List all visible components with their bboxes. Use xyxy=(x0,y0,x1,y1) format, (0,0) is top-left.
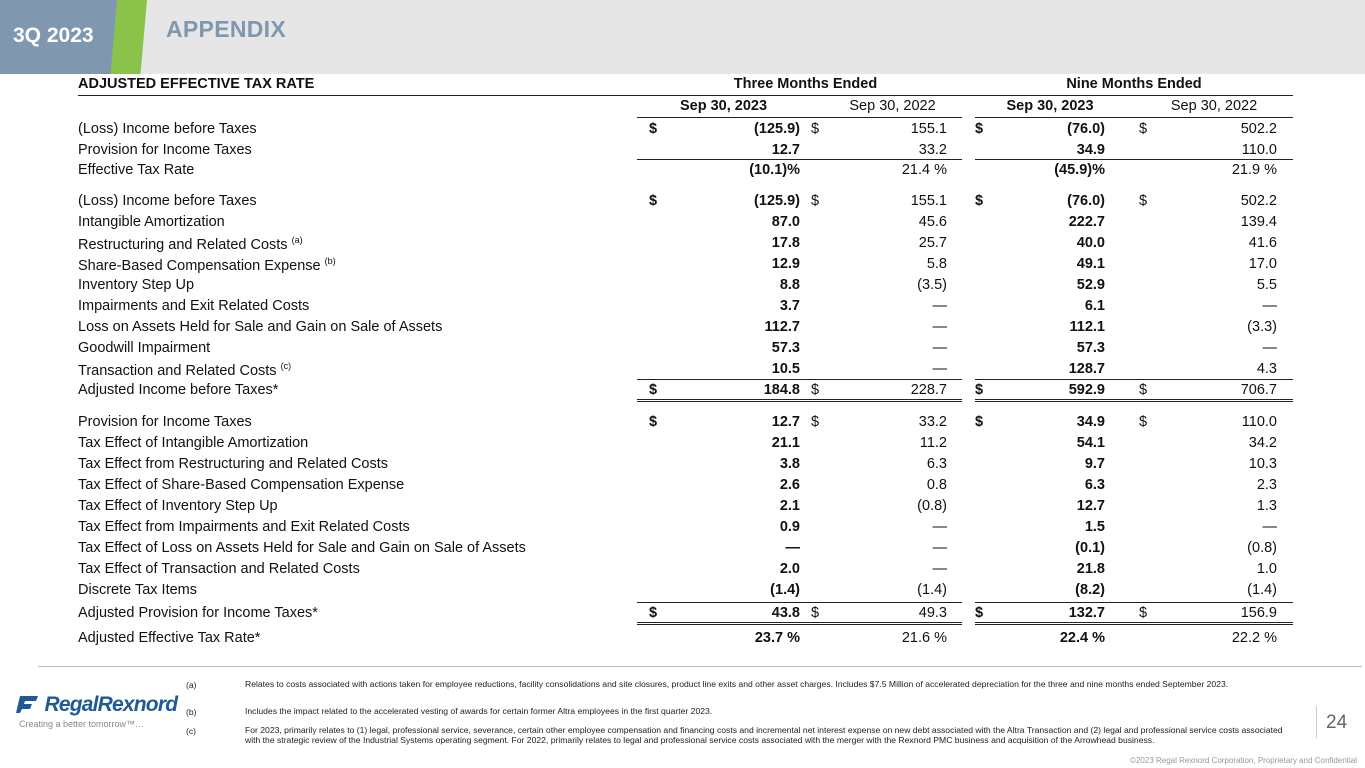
cell-value: — xyxy=(932,561,947,577)
cell-value: 22.4 % xyxy=(1059,630,1105,646)
cell-value: 184.8 xyxy=(763,382,800,398)
currency-symbol: $ xyxy=(975,605,984,621)
group-three-months: Three Months Ended xyxy=(733,76,878,92)
table-row xyxy=(78,380,1293,401)
row-label: Provision for Income Taxes xyxy=(78,142,252,158)
cell-value: 1.5 xyxy=(1084,519,1105,535)
footnote-key: (a) xyxy=(186,680,197,690)
row-label: Effective Tax Rate xyxy=(78,162,195,178)
row-label: Transaction and Related Costs $^{(c)}$ xyxy=(78,361,292,379)
currency-symbol: $ xyxy=(649,414,658,430)
row-label: Adjusted Income before Taxes* xyxy=(78,382,279,398)
currency-symbol: $ xyxy=(1139,414,1148,430)
table-row xyxy=(78,559,1293,580)
col-header-9m-2023: Sep 30, 2023 xyxy=(1006,98,1094,114)
table-row xyxy=(78,296,1293,317)
currency-symbol: $ xyxy=(811,605,820,621)
cell-value: 0.9 xyxy=(779,519,800,535)
currency-symbol: $ xyxy=(975,121,984,137)
brand-name: RegalRexnord xyxy=(44,693,178,716)
cell-value: 52.9 xyxy=(1076,277,1105,293)
cell-value: — xyxy=(1262,340,1277,356)
cell-value: (125.9) xyxy=(754,121,800,137)
cell-value: 6.3 xyxy=(926,456,947,472)
cell-value: 43.8 xyxy=(771,605,800,621)
cell-value: 11.2 xyxy=(919,435,947,451)
table-row xyxy=(78,517,1293,538)
currency-symbol: $ xyxy=(811,414,820,430)
cell-value: 5.8 xyxy=(926,256,947,272)
row-label: Tax Effect of Share-Based Compensation Expense xyxy=(78,477,405,493)
cell-value: 40.0 xyxy=(1076,235,1105,251)
table-title: ADJUSTED EFFECTIVE TAX RATE xyxy=(78,76,315,92)
cell-value: — xyxy=(932,340,947,356)
row-label: Goodwill Impairment xyxy=(78,340,211,356)
cell-value: 10.5 xyxy=(771,361,800,377)
row-label: Tax Effect of Intangible Amortization xyxy=(78,435,309,451)
cell-value: — xyxy=(1262,298,1277,314)
currency-symbol: $ xyxy=(649,382,658,398)
currency-symbol: $ xyxy=(975,414,984,430)
cell-value: 49.3 xyxy=(918,605,947,621)
cell-value: 21.4 % xyxy=(901,162,947,178)
cell-value: 128.7 xyxy=(1068,361,1105,377)
cell-value: 54.1 xyxy=(1076,435,1105,451)
table-row xyxy=(78,233,1293,254)
cell-value: 132.7 xyxy=(1068,605,1105,621)
currency-symbol: $ xyxy=(1139,121,1148,137)
cell-value: 23.7 % xyxy=(754,630,800,646)
currency-symbol: $ xyxy=(1139,382,1148,398)
currency-symbol: $ xyxy=(975,193,984,209)
cell-value: 21.1 xyxy=(771,435,800,451)
cell-value: 34.9 xyxy=(1076,142,1105,158)
cell-value: 9.7 xyxy=(1084,456,1105,472)
cell-value: 2.6 xyxy=(779,477,800,493)
table-row xyxy=(78,254,1293,275)
footnote-key: (c) xyxy=(186,726,197,736)
table-row xyxy=(78,212,1293,233)
page-title: APPENDIX xyxy=(166,16,286,42)
cell-value: 156.9 xyxy=(1240,605,1277,621)
cell-value: 3.8 xyxy=(779,456,800,472)
cell-value: 17.8 xyxy=(771,235,800,251)
cell-value: (3.5) xyxy=(917,277,947,293)
cell-value: 17.0 xyxy=(1248,256,1277,272)
cell-value: — xyxy=(932,298,947,314)
cell-value: (1.4) xyxy=(917,582,947,598)
cell-value: 706.7 xyxy=(1240,382,1277,398)
cell-value: 3.7 xyxy=(779,298,800,314)
cell-value: (10.1)% xyxy=(749,162,800,178)
row-label: Tax Effect from Restructuring and Related Costs xyxy=(78,456,389,472)
row-label: (Loss) Income before Taxes xyxy=(78,121,257,137)
currency-symbol: $ xyxy=(811,382,820,398)
cell-value: 222.7 xyxy=(1068,214,1105,230)
cell-value: 8.8 xyxy=(779,277,800,293)
col-header-9m-2022: Sep 30, 2022 xyxy=(1170,98,1258,114)
cell-value: (1.4) xyxy=(770,582,800,598)
cell-value: 34.2 xyxy=(1248,435,1277,451)
cell-value: 155.1 xyxy=(910,121,947,137)
cell-value: 12.9 xyxy=(771,256,800,272)
cell-value: 21.8 xyxy=(1076,561,1105,577)
cell-value: 112.7 xyxy=(764,319,800,335)
group-nine-months: Nine Months Ended xyxy=(1066,76,1202,92)
row-label: Provision for Income Taxes xyxy=(78,414,252,430)
cell-value: 12.7 xyxy=(771,142,800,158)
cell-value: 12.7 xyxy=(771,414,800,430)
table-row xyxy=(78,338,1293,359)
table-row xyxy=(78,433,1293,454)
cell-value: 45.6 xyxy=(918,214,947,230)
row-label: Loss on Assets Held for Sale and Gain on Sale of Assets xyxy=(78,319,443,335)
currency-symbol: $ xyxy=(811,121,820,137)
cell-value: 57.3 xyxy=(771,340,800,356)
cell-value: 34.9 xyxy=(1076,414,1105,430)
cell-value: 25.7 xyxy=(918,235,947,251)
quarter-badge: 3Q 2023 xyxy=(0,0,123,74)
tagline: Creating a better tomorrow™… xyxy=(19,719,145,729)
cell-value: 6.1 xyxy=(1084,298,1105,314)
row-label: Adjusted Effective Tax Rate* xyxy=(78,630,261,646)
cell-value: (3.3) xyxy=(1247,319,1277,335)
row-label: Tax Effect of Inventory Step Up xyxy=(78,498,278,514)
logo-mark-icon xyxy=(16,694,40,714)
page-number: 24 xyxy=(1326,712,1348,733)
table-row xyxy=(78,160,1293,181)
table-row xyxy=(78,628,1293,649)
cell-value: 502.2 xyxy=(1240,121,1277,137)
cell-value: 5.5 xyxy=(1256,277,1277,293)
row-label: (Loss) Income before Taxes xyxy=(78,193,257,209)
cell-value: 12.7 xyxy=(1076,498,1105,514)
cell-value: 155.1 xyxy=(910,193,947,209)
cell-value: — xyxy=(785,540,800,556)
cell-value: 87.0 xyxy=(771,214,800,230)
cell-value: (76.0) xyxy=(1067,121,1105,137)
cell-value: 228.7 xyxy=(910,382,947,398)
cell-value: — xyxy=(932,361,947,377)
footnote-key: (b) xyxy=(186,707,197,717)
row-label: Discrete Tax Items xyxy=(78,582,197,598)
copyright: ©2023 Regal Rexnord Corporation, Proprietary and Confidential xyxy=(1130,756,1357,765)
currency-symbol: $ xyxy=(649,605,658,621)
footnote-text: For 2023, primarily relates to (1) legal, professional service, severance, certain other employee compensation and financing costs and incremental net interest expense on new debt associated with the Altra Transaction and (2) legal and professional service costs associated with the strategic review of the Industrial Systems operating segment. For 2022, primarily relates to legal and professional service costs associated with the merger with the Rexnord PMC business and acquisition of the Arrowhead business. xyxy=(245,725,1283,745)
row-label: Intangible Amortization xyxy=(78,214,225,230)
cell-value: 49.1 xyxy=(1076,256,1105,272)
row-label: Restructuring and Related Costs $^{(a)}$ xyxy=(78,235,303,253)
cell-value: 0.8 xyxy=(926,477,947,493)
cell-value: (45.9)% xyxy=(1054,162,1105,178)
cell-value: 1.0 xyxy=(1256,561,1277,577)
cell-value: 4.3 xyxy=(1256,361,1277,377)
cell-value: — xyxy=(1262,519,1277,535)
footnote-text: Includes the impact related to the accelerated vesting of awards for certain former Altra employees in the first quarter 2023. xyxy=(245,706,713,716)
table-row xyxy=(78,412,1293,433)
col-header-3m-2023: Sep 30, 2023 xyxy=(679,98,768,114)
table-row xyxy=(78,140,1293,161)
footnote-text: Relates to costs associated with actions taken for employee reductions, facility consolidations and site closures, product line exits and other asset charges. Includes $7.5 Million of accelerated depreciation for the three and nine months ended September 2023. xyxy=(245,679,1229,689)
table-row xyxy=(78,275,1293,296)
cell-value: 10.3 xyxy=(1248,456,1277,472)
table-row xyxy=(78,496,1293,517)
table-row xyxy=(78,580,1293,601)
table-row xyxy=(78,538,1293,559)
cell-value: (76.0) xyxy=(1067,193,1105,209)
cell-value: 110.0 xyxy=(1241,142,1277,158)
cell-value: (8.2) xyxy=(1075,582,1105,598)
currency-symbol: $ xyxy=(811,193,820,209)
cell-value: (0.1) xyxy=(1075,540,1105,556)
cell-value: (1.4) xyxy=(1247,582,1277,598)
cell-value: 41.6 xyxy=(1248,235,1277,251)
cell-value: 21.6 % xyxy=(901,630,947,646)
cell-value: 33.2 xyxy=(918,142,947,158)
cell-value: 502.2 xyxy=(1240,193,1277,209)
cell-value: 110.0 xyxy=(1241,414,1277,430)
cell-value: 592.9 xyxy=(1068,382,1105,398)
row-label: Tax Effect of Loss on Assets Held for Sale and Gain on Sale of Assets xyxy=(78,540,526,556)
row-label: Tax Effect from Impairments and Exit Related Costs xyxy=(78,519,410,535)
cell-value: 1.3 xyxy=(1256,498,1277,514)
cell-value: — xyxy=(932,519,947,535)
cell-value: 112.1 xyxy=(1069,319,1105,335)
page-number-divider xyxy=(1316,706,1317,738)
row-label: Adjusted Provision for Income Taxes* xyxy=(78,605,318,621)
cell-value: 21.9 % xyxy=(1231,162,1277,178)
row-label: Share-Based Compensation Expense $^{(b)}$ xyxy=(78,256,336,274)
currency-symbol: $ xyxy=(975,382,984,398)
table-row xyxy=(78,119,1293,140)
cell-value: 33.2 xyxy=(918,414,947,430)
table-row xyxy=(78,317,1293,338)
cell-value: 2.3 xyxy=(1256,477,1277,493)
row-label: Impairments and Exit Related Costs xyxy=(78,298,310,314)
cell-value: 139.4 xyxy=(1240,214,1277,230)
col-header-3m-2022: Sep 30, 2022 xyxy=(849,98,936,114)
cell-value: — xyxy=(932,319,947,335)
cell-value: 22.2 % xyxy=(1231,630,1277,646)
cell-value: — xyxy=(932,540,947,556)
cell-value: (0.8) xyxy=(917,498,947,514)
table-row xyxy=(78,603,1293,624)
cell-value: 2.1 xyxy=(779,498,800,514)
cell-value: 2.0 xyxy=(779,561,800,577)
currency-symbol: $ xyxy=(649,193,658,209)
table-row xyxy=(78,359,1293,380)
currency-symbol: $ xyxy=(649,121,658,137)
cell-value: 6.3 xyxy=(1084,477,1105,493)
cell-value: 57.3 xyxy=(1076,340,1105,356)
footnote-divider xyxy=(38,666,1362,667)
currency-symbol: $ xyxy=(1139,605,1148,621)
currency-symbol: $ xyxy=(1139,193,1148,209)
table-row xyxy=(78,475,1293,496)
cell-value: (125.9) xyxy=(754,193,800,209)
row-label: Inventory Step Up xyxy=(78,277,195,293)
row-label: Tax Effect of Transaction and Related Costs xyxy=(78,561,360,577)
table-row xyxy=(78,454,1293,475)
table-row xyxy=(78,191,1293,212)
brand-logo xyxy=(16,693,177,717)
cell-value: (0.8) xyxy=(1247,540,1277,556)
